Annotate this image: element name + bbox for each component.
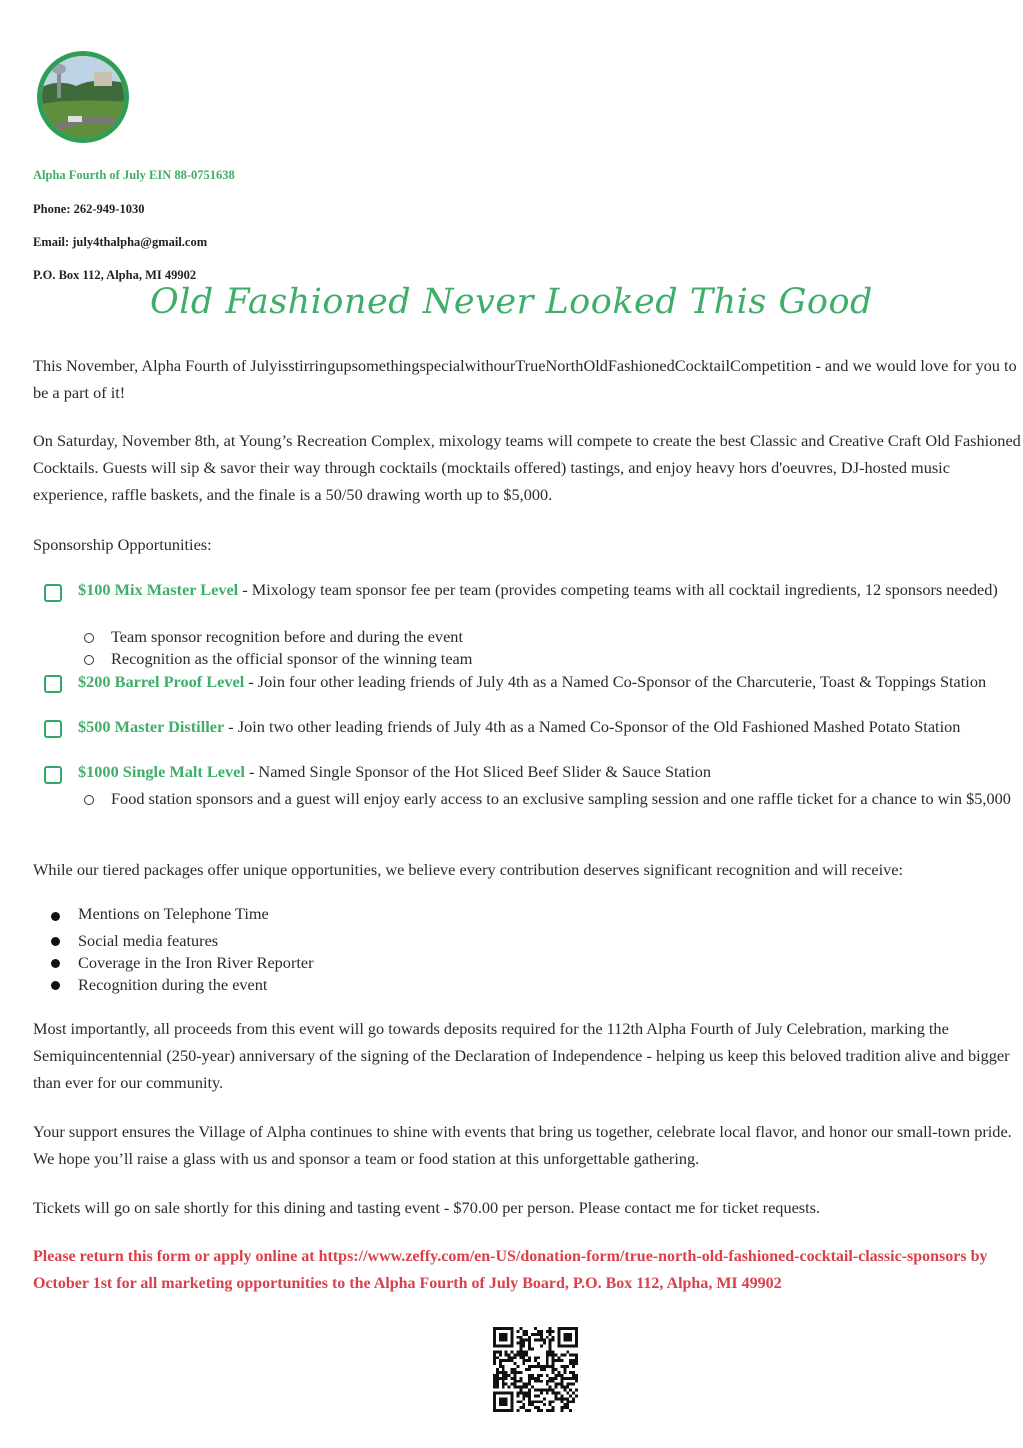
sub-bullet-icon bbox=[84, 633, 94, 643]
org-name-ein: Alpha Fourth of July EIN 88-0751638 bbox=[33, 168, 235, 182]
proceeds-paragraph: Most importantly, all proceeds from this event will go towards deposits required for the 112th Alpha Fourth of July Celebration, marking the Semiquincentennial (250-year) anniversary of the signing of the Declaration of Independence - helping us keep this beloved tradition alive and bigger than ever for our community. bbox=[33, 1019, 1010, 1092]
recognition-intro: While our tiered packages offer unique opportunities, we believe every contribution deserves significant recognition and will receive: bbox=[33, 860, 903, 879]
benefit-item: Social media features bbox=[78, 931, 219, 950]
bullet-icon bbox=[51, 981, 60, 990]
tickets-paragraph: Tickets will go on sale shortly for this dining and tasting event - $70.00 per person. Please contact me for ticket requests. bbox=[33, 1198, 821, 1217]
benefit-item: Coverage in the Iron River Reporter bbox=[78, 953, 314, 972]
sub-item: Recognition as the official sponsor of the winning team bbox=[111, 649, 473, 668]
level-item-500 bbox=[78, 715, 1023, 738]
email: Email: july4thalpha@gmail.com bbox=[33, 235, 208, 249]
level-item-100 bbox=[78, 578, 1023, 601]
sub-item: Food station sponsors and a guest will enjoy early access to an exclusive sampling session and one raffle ticket for a chance to win $5,000 bbox=[111, 789, 1011, 808]
level-desc: - Mixology team sponsor fee per team (provides competing teams with all cocktail ingredients, 12 sponsors needed) bbox=[238, 580, 998, 599]
support-paragraph: Your support ensures the Village of Alpha continues to shine with events that bring us together, celebrate local flavor, and honor our small-town pride. We hope you’ll raise a glass with us and sponsor a team or food station at this unforgettable gathering. bbox=[33, 1122, 1012, 1168]
level-item-1000 bbox=[78, 760, 1023, 783]
level-checkbox-200[interactable] bbox=[44, 675, 62, 693]
bullet-icon bbox=[51, 959, 60, 968]
return-notice[interactable]: Please return this form or apply online at https://www.zeffy.com/en-US/donation-form/true-north-old-fashioned-cocktail-classic-sponsors by October 1st for all marketing opportunities to the Alpha Fourth of July Board, P.O. Box 112, Alpha, MI 49902 bbox=[33, 1248, 988, 1292]
po-box: P.O. Box 112, Alpha, MI 49902 bbox=[33, 268, 197, 282]
sub-bullet-icon bbox=[84, 655, 94, 665]
benefit-item: Recognition during the event bbox=[78, 975, 268, 994]
level-name: $500 Master Distiller bbox=[78, 717, 225, 736]
level-checkbox-100[interactable] bbox=[44, 584, 62, 602]
sponsorship-heading: Sponsorship Opportunities: bbox=[33, 535, 212, 554]
intro-paragraph: This November, Alpha Fourth of JulyisstirringupsomethingspecialwithourTrueNorthOldFashionedCocktailCompetition - and we would love for you to be a part of it! bbox=[33, 356, 1017, 402]
bullet-icon bbox=[51, 912, 60, 921]
level-item-200 bbox=[78, 670, 1023, 693]
sub-bullet-icon bbox=[84, 795, 94, 805]
level-desc: - Named Single Sponsor of the Hot Sliced Beef Slider & Sauce Station bbox=[244, 762, 712, 781]
level-name: $1000 Single Malt Level bbox=[78, 762, 245, 781]
bullet-icon bbox=[51, 937, 60, 946]
level-desc: - Join four other leading friends of July 4th as a Named Co-Sponsor of the Charcuterie, Toast & Toppings Station bbox=[244, 672, 987, 691]
level-checkbox-1000[interactable] bbox=[44, 766, 62, 784]
phone: Phone: 262-949-1030 bbox=[33, 202, 145, 216]
qr-code[interactable] bbox=[493, 1327, 578, 1412]
level-checkbox-500[interactable] bbox=[44, 720, 62, 738]
benefit-item: Mentions on Telephone Time bbox=[78, 904, 269, 923]
level-name: $100 Mix Master Level bbox=[78, 580, 239, 599]
level-desc: - Join two other leading friends of July 4th as a Named Co-Sponsor of the Old Fashioned Mashed Potato Station bbox=[224, 717, 961, 736]
org-logo bbox=[36, 50, 130, 144]
level-name: $200 Barrel Proof Level bbox=[78, 672, 245, 691]
page-title: Old Fashioned Never Looked This Good bbox=[150, 282, 873, 322]
sub-item: Team sponsor recognition before and during the event bbox=[111, 627, 463, 646]
event-paragraph: On Saturday, November 8th, at Young’s Recreation Complex, mixology teams will compete to create the best Classic and Creative Craft Old Fashioned Cocktails. Guests will sip & savor their way through cocktails (mocktails offered) tastings, and enjoy heavy hors d'oeuvres, DJ-hosted music experience, raffle baskets, and the finale is a 50/50 drawing worth up to $5,000. bbox=[33, 431, 1021, 504]
